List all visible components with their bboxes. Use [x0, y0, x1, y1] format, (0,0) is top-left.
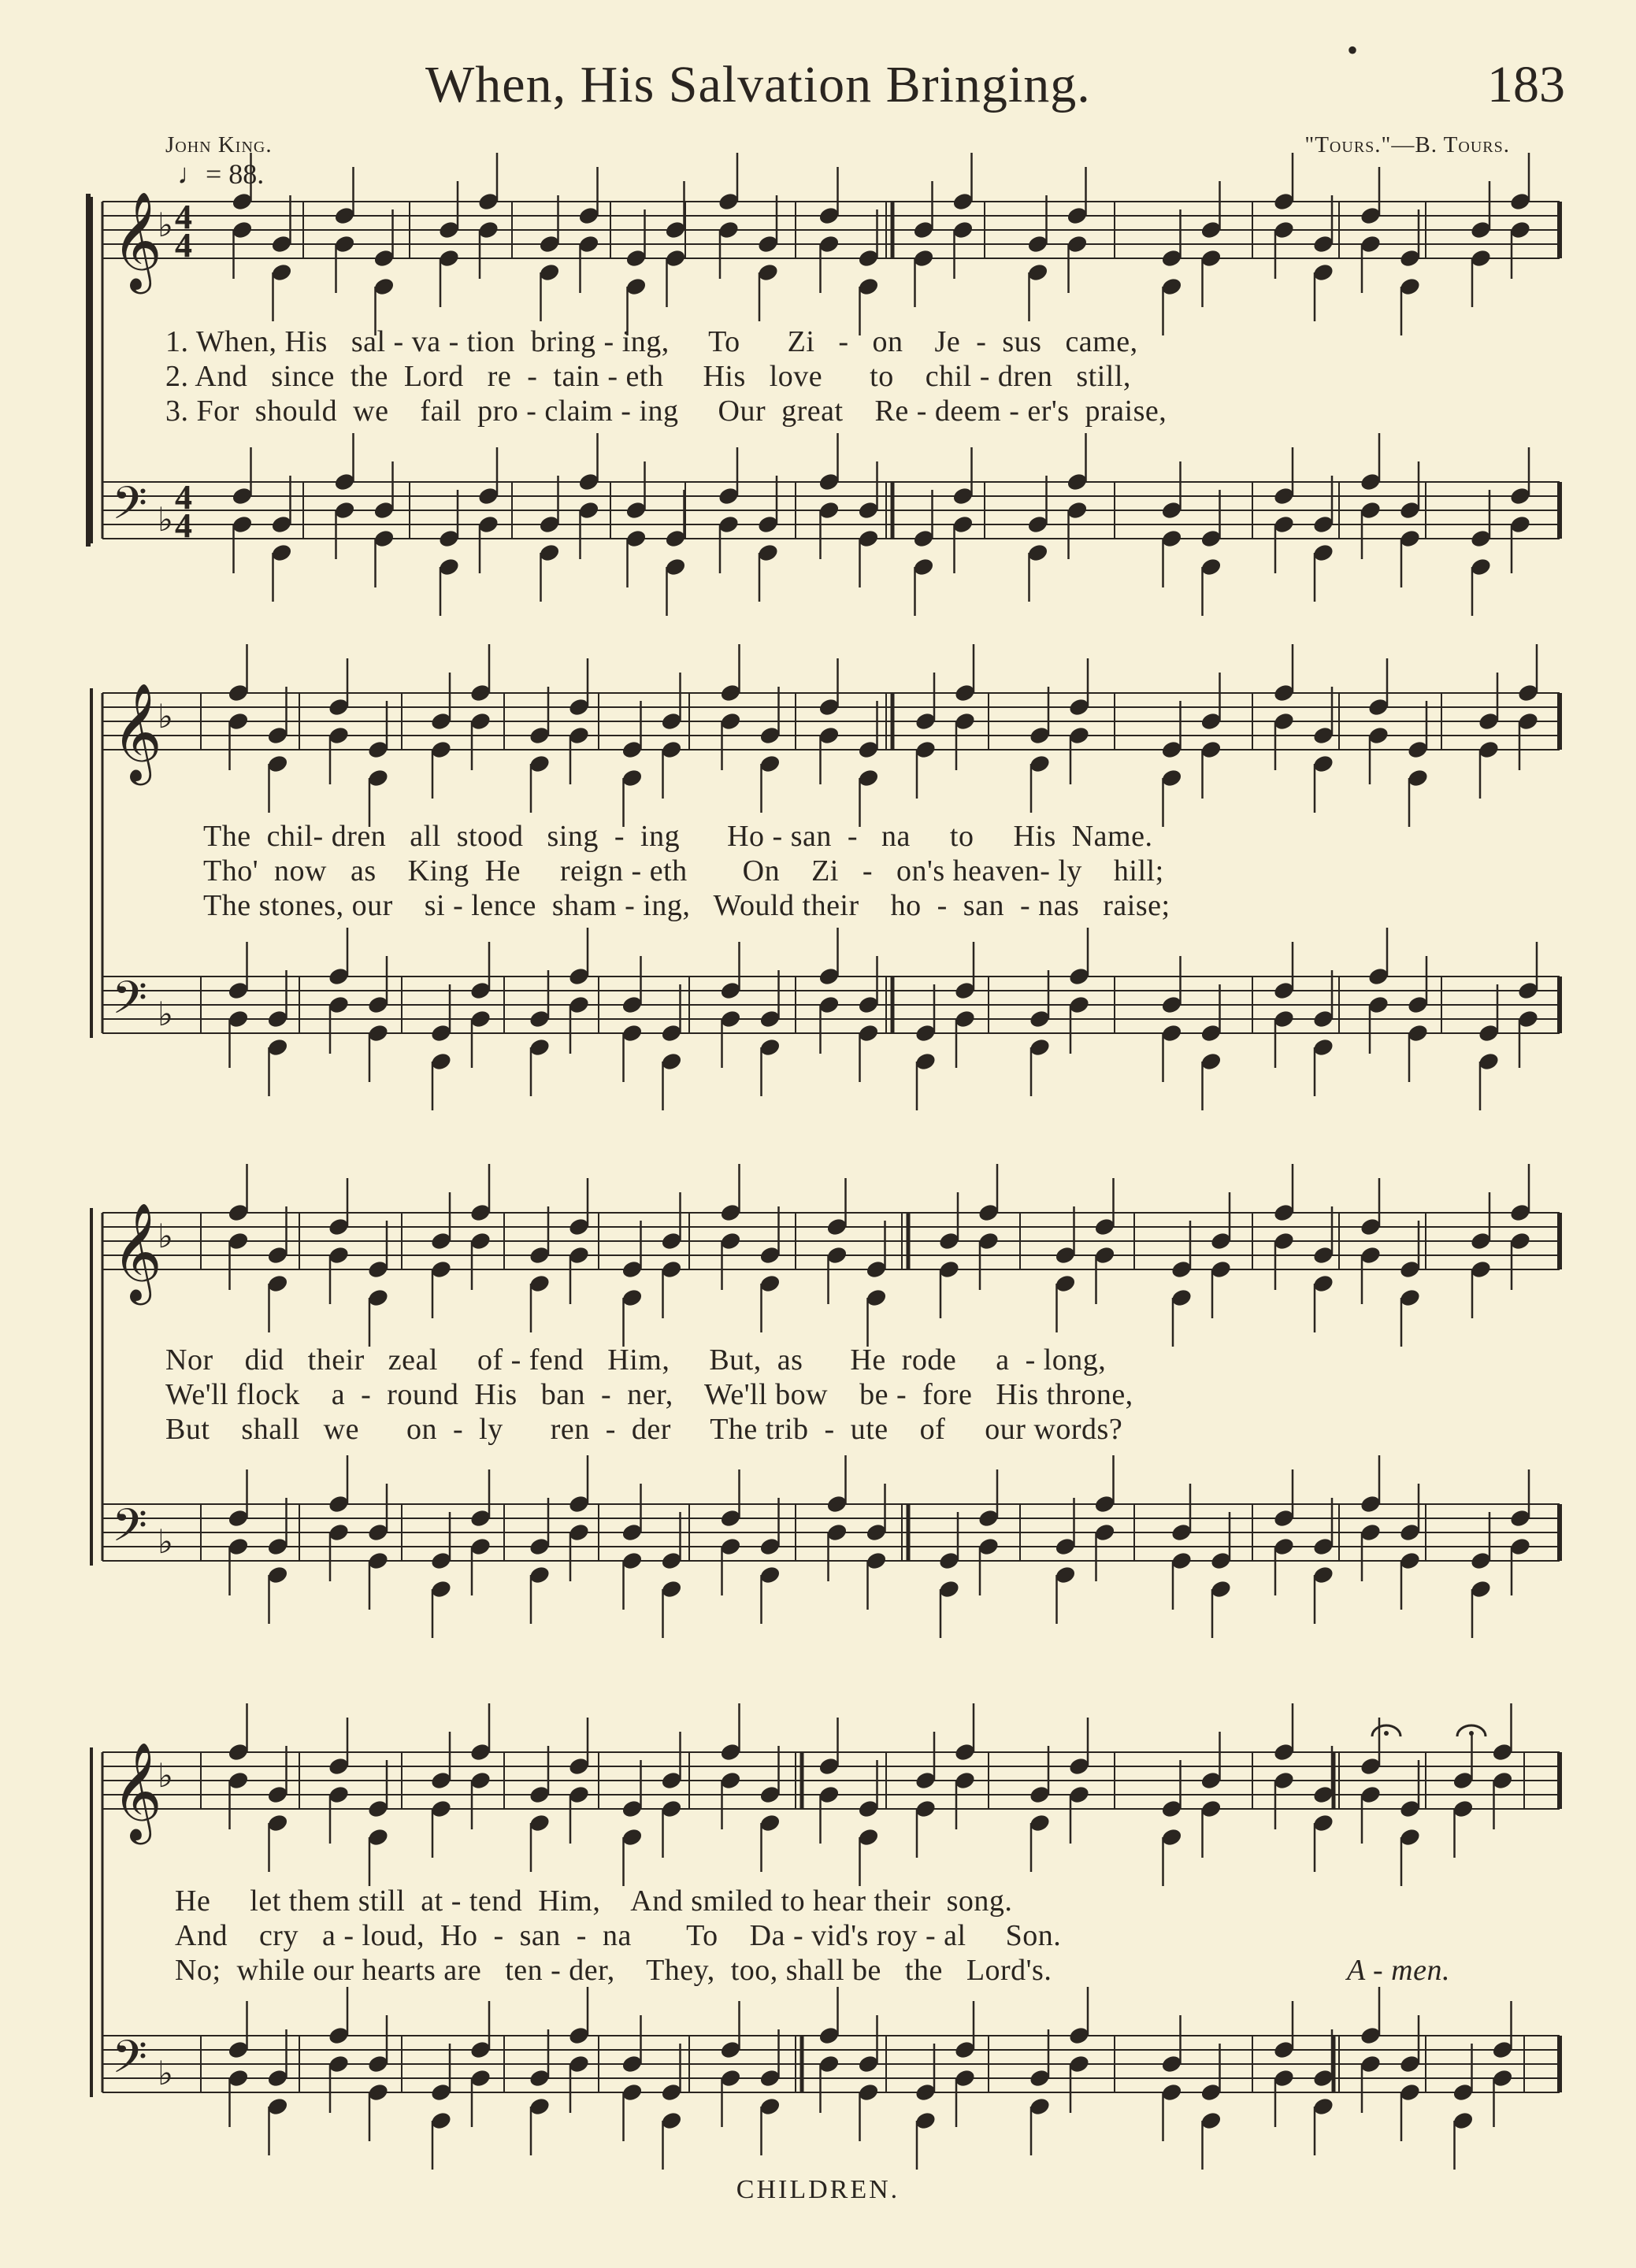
- svg-text:4: 4: [175, 506, 192, 545]
- svg-text:4: 4: [175, 198, 192, 236]
- svg-text:♭: ♭: [158, 995, 173, 1033]
- hymn-title: When, His Salvation Bringing.: [425, 56, 1091, 113]
- svg-text:4: 4: [175, 478, 192, 517]
- lyric-verse-3-line-2: The stones, our si - lence sham - ing, Would their ho - san - nas raise;: [203, 889, 1170, 922]
- topic-label: CHILDREN.: [736, 2175, 900, 2204]
- tempo-marking: ♩= 88.: [177, 158, 265, 190]
- lyric-verse-3-line-1: 3. For should we fail pro - claim - ing Our great Re - deem - er's praise,: [165, 395, 1167, 428]
- svg-text:♭: ♭: [158, 206, 173, 244]
- svg-text:4: 4: [175, 226, 192, 265]
- svg-text:𝄢: 𝄢: [112, 2030, 148, 2095]
- lyric-verse-1-line-2: The chil- dren all stood sing - ing Ho - san - na to His Name.: [203, 820, 1153, 853]
- lyric-verse-3-line-4: No; while our hearts are ten - der, They, too, shall be the Lord's.: [175, 1954, 1052, 1987]
- svg-text:♭: ♭: [158, 2054, 173, 2092]
- lyric-verse-2-line-3: We'll flock a - round His ban - ner, We'll bow be - fore His throne,: [165, 1378, 1133, 1411]
- lyric-verse-2-line-1: 2. And since the Lord re - tain - eth His love to chil - dren still,: [165, 360, 1131, 393]
- lyricist-credit: John King.: [165, 132, 273, 158]
- lyric-verse-2-line-2: Tho' now as King He reign - eth On Zi - on's heaven- ly hill;: [203, 854, 1164, 888]
- svg-text:♭: ♭: [158, 1756, 173, 1795]
- tune-credit: "Tours."—B. Tours.: [1304, 132, 1510, 158]
- lyric-verse-1-line-1: 1. When, His sal - va - tion bring - ing, To Zi - on Je - sus came,: [165, 325, 1138, 358]
- svg-text:𝄞: 𝄞: [112, 683, 162, 781]
- svg-text:𝄞: 𝄞: [112, 1742, 162, 1840]
- svg-text:𝄞: 𝄞: [112, 191, 162, 290]
- ink-dot: •: [1347, 32, 1359, 68]
- lyric-verse-1-line-4: He let them still at - tend Him, And smiled to hear their song.: [175, 1884, 1013, 1918]
- amen: A - men.: [1347, 1954, 1450, 1987]
- page-number: 183: [1487, 56, 1565, 113]
- lyric-verse-2-line-4: And cry a - loud, Ho - san - na To Da - vid's roy - al Son.: [175, 1919, 1062, 1952]
- lyric-verse-3-line-3: But shall we on - ly ren - der The trib - ute of our words?: [165, 1413, 1123, 1446]
- svg-text:♭: ♭: [158, 1522, 173, 1561]
- lyric-verse-1-line-3: Nor did their zeal of - fend Him, But, as He rode a - long,: [165, 1343, 1107, 1377]
- svg-text:𝄢: 𝄢: [112, 1499, 148, 1563]
- svg-text:𝄢: 𝄢: [112, 476, 148, 541]
- svg-text:𝄢: 𝄢: [112, 971, 148, 1036]
- svg-text:♭: ♭: [158, 1217, 173, 1255]
- svg-text:♭: ♭: [158, 697, 173, 736]
- svg-text:♭: ♭: [158, 500, 173, 539]
- svg-text:𝄞: 𝄞: [112, 1203, 162, 1301]
